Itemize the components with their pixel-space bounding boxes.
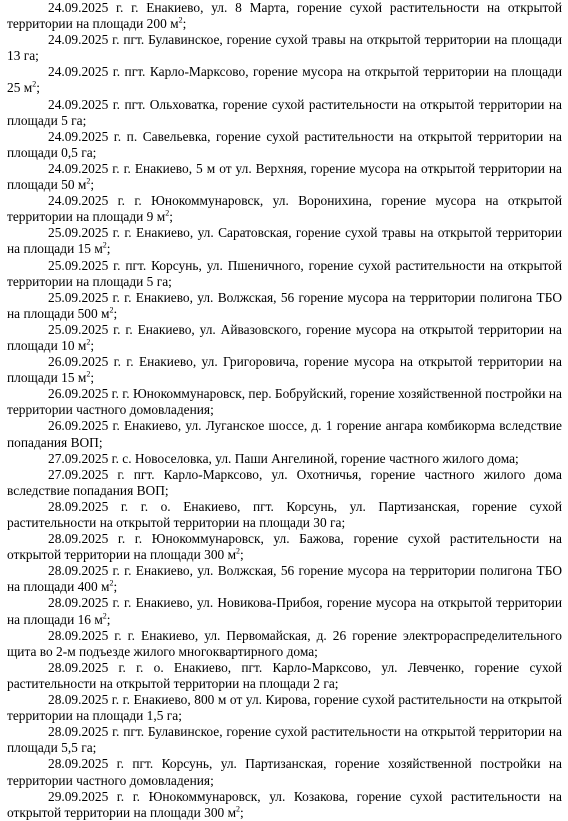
incident-text: 28.09.2025 г. г. Юнокоммунаровск, ул. Бажова, горение сухой растительности на открытой территории на площади 300 м bbox=[7, 531, 562, 563]
area-unit-superscript: 2 bbox=[86, 176, 91, 186]
incident-terminator: ; bbox=[90, 337, 95, 353]
incident-terminator: ; bbox=[106, 241, 111, 257]
incident-text: 28.09.2025 г. г. о. Енакиево, пгт. Карло-Марксово, ул. Левченко, горение сухой растительности на открытой территории на площади 2 га; bbox=[7, 659, 562, 691]
incident-terminator: ; bbox=[182, 16, 187, 32]
incident-entry bbox=[7, 225, 562, 257]
incident-text: 27.09.2025 г. пгт. Карло-Марксово, ул. Охотничья, горение частного жилого дома вследствие попадания ВОП; bbox=[7, 466, 562, 498]
area-unit-superscript: 2 bbox=[165, 208, 170, 218]
incident-entry bbox=[7, 97, 562, 129]
incident-text: 25.09.2025 г. г. Енакиево, ул. Айвазовского, горение мусора на открытой территории на площади 10 м bbox=[7, 321, 562, 353]
incident-text: 26.09.2025 г. г. Енакиево, ул. Григоровича, горение мусора на открытой территории на площади 15 м bbox=[7, 354, 562, 386]
incident-entry bbox=[7, 290, 562, 322]
incident-entry bbox=[7, 467, 562, 499]
incident-entry bbox=[7, 563, 562, 595]
incident-terminator: ; bbox=[240, 547, 244, 563]
incident-entry bbox=[7, 32, 562, 64]
incident-entry bbox=[7, 789, 562, 821]
incident-text: 28.09.2025 г. г. Енакиево, ул. Волжская, 56 горение мусора на территории полигона ТБО на площади 400 м bbox=[7, 563, 562, 595]
incident-entry bbox=[7, 756, 562, 788]
area-unit-superscript: 2 bbox=[109, 305, 114, 315]
incident-text: 28.09.2025 г. г. Енакиево, ул. Первомайская, д. 26 горение электрораспределительного щита во 2-м подъезде жилого многоквартирного дома; bbox=[7, 627, 562, 659]
area-unit-superscript: 2 bbox=[236, 804, 241, 814]
incident-text: 28.09.2025 г. г. Енакиево, 800 м от ул. Кирова, горение сухой растительности на открытой территории на площади 1,5 га; bbox=[7, 692, 562, 724]
area-unit-superscript: 2 bbox=[178, 15, 183, 25]
area-unit-superscript: 2 bbox=[86, 337, 91, 347]
incident-entry bbox=[7, 692, 562, 724]
incident-text: 24.09.2025 г. пгт. Карло-Марксово, горение мусора на открытой территории на площади 25 м bbox=[7, 64, 562, 96]
incident-entry bbox=[7, 64, 562, 96]
incident-terminator: ; bbox=[90, 370, 95, 386]
area-unit-superscript: 2 bbox=[102, 611, 107, 621]
incident-entry bbox=[7, 418, 562, 450]
incident-text: 27.09.2025 г. с. Новоселовка, ул. Паши Ангелиной, горение частного жилого дома; bbox=[48, 450, 519, 466]
incident-entry bbox=[7, 354, 562, 386]
incident-text: 25.09.2025 г. г. Енакиево, ул. Саратовская, горение сухой травы на открытой территории на площади 15 м bbox=[7, 225, 562, 257]
incident-text: 24.09.2025 г. г. Енакиево, ул. 8 Марта, горение сухой растительности на открытой территории на площади 200 м bbox=[7, 0, 562, 32]
area-unit-superscript: 2 bbox=[32, 80, 37, 89]
area-unit-superscript: 2 bbox=[109, 578, 114, 588]
incident-entry bbox=[7, 628, 562, 660]
incident-entry bbox=[7, 724, 562, 756]
incident-text: 26.09.2025 г. Енакиево, ул. Луганское шоссе, д. 1 горение ангара комбикорма вследствие попадания ВОП; bbox=[7, 418, 562, 450]
area-unit-superscript: 2 bbox=[86, 369, 91, 379]
incident-text: 28.09.2025 г. г. Енакиево, ул. Новикова-Прибоя, горение мусора на открытой территории на площади 16 м bbox=[7, 595, 562, 627]
incident-terminator: ; bbox=[106, 611, 111, 627]
area-unit-superscript: 2 bbox=[102, 240, 107, 250]
incident-entry bbox=[7, 386, 562, 418]
incident-text: 29.09.2025 г. г. Юнокоммунаровск, ул. Козакова, горение сухой растительности на открытой территории на площади 300 м bbox=[7, 788, 562, 820]
incident-text: 25.09.2025 г. пгт. Корсунь, ул. Пшеничного, горение сухой растительности на открытой территории на площади 5 га; bbox=[7, 257, 562, 289]
incident-text: 28.09.2025 г. г. о. Енакиево, пгт. Корсунь, ул. Партизанская, горение сухой растительности на открытой территории на площади 30 га; bbox=[7, 498, 562, 530]
incident-entry bbox=[7, 161, 562, 193]
incident-entry bbox=[7, 660, 562, 692]
incident-entry bbox=[7, 499, 562, 531]
incident-terminator: ; bbox=[240, 804, 244, 820]
incident-terminator: ; bbox=[113, 579, 118, 595]
incident-text: 24.09.2025 г. пгт. Булавинское, горение сухой травы на открытой территории на площади 13 га; bbox=[7, 32, 562, 64]
incident-text: 25.09.2025 г. г. Енакиево, ул. Волжская, 56 горение мусора на территории полигона ТБО на площади 500 м bbox=[7, 289, 562, 321]
incident-entry bbox=[7, 595, 562, 627]
incident-entry bbox=[7, 322, 562, 354]
incident-entry bbox=[7, 451, 562, 467]
incident-entry bbox=[7, 0, 562, 32]
incident-terminator: ; bbox=[36, 80, 40, 96]
incident-entry bbox=[7, 129, 562, 161]
incident-text: 24.09.2025 г. пгт. Ольховатка, горение сухой растительности на открытой территории на площади 5 га; bbox=[7, 96, 562, 128]
incident-terminator: ; bbox=[90, 177, 95, 193]
area-unit-superscript: 2 bbox=[236, 546, 241, 556]
incident-entry bbox=[7, 531, 562, 563]
incident-entry bbox=[7, 258, 562, 290]
incident-text: 28.09.2025 г. пгт. Булавинское, горение сухой растительности на открытой территории на площади 5,5 га; bbox=[7, 724, 562, 756]
incident-terminator: ; bbox=[169, 209, 173, 225]
incident-terminator: ; bbox=[113, 305, 118, 321]
incident-text: 24.09.2025 г. г. Енакиево, 5 м от ул. Верхняя, горение мусора на открытой территории на площади 50 м bbox=[7, 160, 562, 193]
incident-text: 24.09.2025 г. г. Юнокоммунаровск, ул. Воронихина, горение мусора на открытой территории на площади 9 м bbox=[7, 193, 562, 225]
incident-text: 28.09.2025 г. пгт. Корсунь, ул. Партизанская, горение хозяйственной постройки на территории частного домовладения; bbox=[7, 756, 562, 788]
incident-entry bbox=[7, 193, 562, 225]
incident-text: 24.09.2025 г. п. Савельевка, горение сухой растительности на открытой территории на площади 0,5 га; bbox=[7, 128, 562, 160]
incident-text: 26.09.2025 г. г. Юнокоммунаровск, пер. Бобруйский, горение хозяйственной постройки на территории частного домовладения; bbox=[7, 386, 562, 418]
